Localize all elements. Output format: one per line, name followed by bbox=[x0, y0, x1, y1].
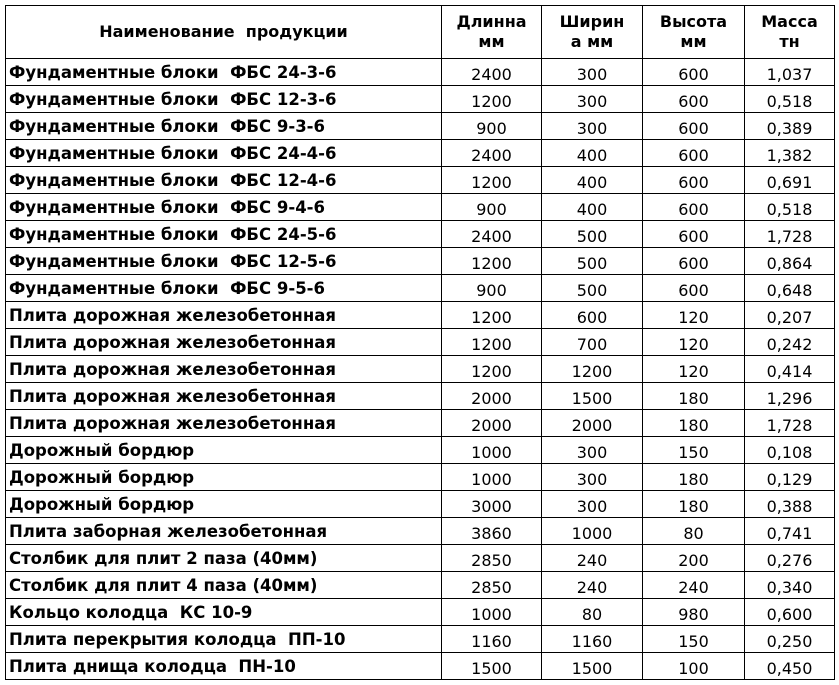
cell-mass: 0,388 bbox=[745, 491, 835, 518]
cell-length: 900 bbox=[442, 194, 542, 221]
cell-mass: 0,108 bbox=[745, 437, 835, 464]
cell-length: 1200 bbox=[442, 356, 542, 383]
cell-width: 1500 bbox=[542, 383, 643, 410]
cell-mass: 1,728 bbox=[745, 221, 835, 248]
cell-length: 1200 bbox=[442, 248, 542, 275]
table-row bbox=[6, 464, 835, 491]
cell-name: Фундаментные блоки ФБС 24-4-6 bbox=[6, 140, 442, 167]
cell-height: 120 bbox=[643, 302, 745, 329]
cell-mass: 0,450 bbox=[745, 653, 835, 680]
cell-mass: 1,037 bbox=[745, 59, 835, 86]
cell-width: 2000 bbox=[542, 410, 643, 437]
cell-height: 180 bbox=[643, 410, 745, 437]
table-row bbox=[6, 194, 835, 221]
cell-mass: 0,250 bbox=[745, 626, 835, 653]
cell-length: 2850 bbox=[442, 545, 542, 572]
cell-mass: 0,518 bbox=[745, 194, 835, 221]
cell-height: 80 bbox=[643, 518, 745, 545]
cell-width: 240 bbox=[542, 572, 643, 599]
table-row bbox=[6, 221, 835, 248]
table-row bbox=[6, 437, 835, 464]
table-row bbox=[6, 653, 835, 680]
cell-height: 120 bbox=[643, 329, 745, 356]
cell-name: Плита дорожная железобетонная bbox=[6, 302, 442, 329]
table-row bbox=[6, 167, 835, 194]
cell-width: 500 bbox=[542, 221, 643, 248]
cell-width: 400 bbox=[542, 140, 643, 167]
products-table bbox=[5, 5, 835, 680]
cell-height: 180 bbox=[643, 491, 745, 518]
cell-width: 1500 bbox=[542, 653, 643, 680]
cell-width: 1200 bbox=[542, 356, 643, 383]
cell-mass: 0,864 bbox=[745, 248, 835, 275]
cell-width: 500 bbox=[542, 248, 643, 275]
table-row bbox=[6, 59, 835, 86]
cell-height: 180 bbox=[643, 464, 745, 491]
table-row bbox=[6, 356, 835, 383]
cell-width: 240 bbox=[542, 545, 643, 572]
cell-length: 3000 bbox=[442, 491, 542, 518]
cell-height: 600 bbox=[643, 248, 745, 275]
header-length: Длинна мм bbox=[442, 6, 542, 59]
cell-mass: 0,648 bbox=[745, 275, 835, 302]
cell-name: Фундаментные блоки ФБС 9-4-6 bbox=[6, 194, 442, 221]
table-row bbox=[6, 599, 835, 626]
table-row bbox=[6, 140, 835, 167]
table-row bbox=[6, 248, 835, 275]
cell-height: 180 bbox=[643, 383, 745, 410]
cell-name: Фундаментные блоки ФБС 12-4-6 bbox=[6, 167, 442, 194]
cell-name: Плита дорожная железобетонная bbox=[6, 329, 442, 356]
cell-width: 80 bbox=[542, 599, 643, 626]
cell-name: Фундаментные блоки ФБС 24-3-6 bbox=[6, 59, 442, 86]
cell-name: Фундаментные блоки ФБС 24-5-6 bbox=[6, 221, 442, 248]
cell-width: 400 bbox=[542, 194, 643, 221]
cell-width: 500 bbox=[542, 275, 643, 302]
table-row bbox=[6, 518, 835, 545]
cell-mass: 1,382 bbox=[745, 140, 835, 167]
cell-name: Дорожный бордюр bbox=[6, 491, 442, 518]
table-row bbox=[6, 329, 835, 356]
cell-mass: 1,728 bbox=[745, 410, 835, 437]
cell-width: 300 bbox=[542, 491, 643, 518]
table-row bbox=[6, 572, 835, 599]
cell-mass: 0,207 bbox=[745, 302, 835, 329]
cell-length: 2400 bbox=[442, 140, 542, 167]
cell-length: 3860 bbox=[442, 518, 542, 545]
header-width: Ширин а мм bbox=[542, 6, 643, 59]
cell-width: 1160 bbox=[542, 626, 643, 653]
cell-name: Столбик для плит 2 паза (40мм) bbox=[6, 545, 442, 572]
cell-name: Плита перекрытия колодца ПП-10 bbox=[6, 626, 442, 653]
cell-mass: 0,340 bbox=[745, 572, 835, 599]
cell-height: 100 bbox=[643, 653, 745, 680]
table-row bbox=[6, 275, 835, 302]
cell-name: Фундаментные блоки ФБС 9-3-6 bbox=[6, 113, 442, 140]
cell-mass: 0,414 bbox=[745, 356, 835, 383]
cell-length: 1200 bbox=[442, 302, 542, 329]
cell-mass: 0,129 bbox=[745, 464, 835, 491]
table-row bbox=[6, 545, 835, 572]
cell-mass: 0,389 bbox=[745, 113, 835, 140]
cell-height: 150 bbox=[643, 437, 745, 464]
cell-length: 1500 bbox=[442, 653, 542, 680]
cell-height: 600 bbox=[643, 275, 745, 302]
cell-length: 900 bbox=[442, 275, 542, 302]
cell-width: 300 bbox=[542, 464, 643, 491]
cell-width: 300 bbox=[542, 86, 643, 113]
header-row bbox=[6, 6, 835, 59]
cell-length: 1000 bbox=[442, 599, 542, 626]
cell-height: 200 bbox=[643, 545, 745, 572]
table-row bbox=[6, 410, 835, 437]
cell-name: Фундаментные блоки ФБС 12-5-6 bbox=[6, 248, 442, 275]
cell-mass: 0,242 bbox=[745, 329, 835, 356]
cell-width: 300 bbox=[542, 59, 643, 86]
cell-length: 900 bbox=[442, 113, 542, 140]
cell-length: 1160 bbox=[442, 626, 542, 653]
cell-name: Плита дорожная железобетонная bbox=[6, 410, 442, 437]
cell-name: Фундаментные блоки ФБС 9-5-6 bbox=[6, 275, 442, 302]
cell-height: 600 bbox=[643, 194, 745, 221]
cell-length: 2400 bbox=[442, 221, 542, 248]
table-row bbox=[6, 302, 835, 329]
cell-length: 1200 bbox=[442, 329, 542, 356]
cell-name: Плита дорожная железобетонная bbox=[6, 356, 442, 383]
cell-mass: 0,741 bbox=[745, 518, 835, 545]
cell-length: 2850 bbox=[442, 572, 542, 599]
cell-name: Дорожный бордюр bbox=[6, 464, 442, 491]
cell-height: 150 bbox=[643, 626, 745, 653]
table-row bbox=[6, 86, 835, 113]
header-height: Высота мм bbox=[643, 6, 745, 59]
cell-length: 1200 bbox=[442, 167, 542, 194]
cell-name: Плита дорожная железобетонная bbox=[6, 383, 442, 410]
cell-mass: 0,276 bbox=[745, 545, 835, 572]
cell-mass: 0,691 bbox=[745, 167, 835, 194]
table-row bbox=[6, 491, 835, 518]
cell-name: Дорожный бордюр bbox=[6, 437, 442, 464]
cell-width: 1000 bbox=[542, 518, 643, 545]
cell-mass: 1,296 bbox=[745, 383, 835, 410]
cell-height: 600 bbox=[643, 140, 745, 167]
table-row bbox=[6, 383, 835, 410]
cell-width: 600 bbox=[542, 302, 643, 329]
cell-height: 600 bbox=[643, 113, 745, 140]
table-row bbox=[6, 113, 835, 140]
cell-length: 2400 bbox=[442, 59, 542, 86]
cell-height: 600 bbox=[643, 167, 745, 194]
cell-name: Плита заборная железобетонная bbox=[6, 518, 442, 545]
cell-width: 700 bbox=[542, 329, 643, 356]
cell-height: 600 bbox=[643, 59, 745, 86]
cell-length: 2000 bbox=[442, 383, 542, 410]
cell-length: 1000 bbox=[442, 464, 542, 491]
header-mass: Масса тн bbox=[745, 6, 835, 59]
cell-name: Фундаментные блоки ФБС 12-3-6 bbox=[6, 86, 442, 113]
table-body bbox=[6, 59, 835, 680]
cell-length: 1000 bbox=[442, 437, 542, 464]
cell-height: 600 bbox=[643, 86, 745, 113]
cell-width: 400 bbox=[542, 167, 643, 194]
cell-mass: 0,518 bbox=[745, 86, 835, 113]
cell-mass: 0,600 bbox=[745, 599, 835, 626]
cell-width: 300 bbox=[542, 113, 643, 140]
cell-length: 2000 bbox=[442, 410, 542, 437]
cell-height: 980 bbox=[643, 599, 745, 626]
cell-height: 240 bbox=[643, 572, 745, 599]
cell-width: 300 bbox=[542, 437, 643, 464]
cell-name: Столбик для плит 4 паза (40мм) bbox=[6, 572, 442, 599]
table-row bbox=[6, 626, 835, 653]
header-name: Наименование продукции bbox=[6, 6, 442, 59]
cell-name: Плита днища колодца ПН-10 bbox=[6, 653, 442, 680]
cell-height: 600 bbox=[643, 221, 745, 248]
cell-name: Кольцо колодца КС 10-9 bbox=[6, 599, 442, 626]
cell-height: 120 bbox=[643, 356, 745, 383]
cell-length: 1200 bbox=[442, 86, 542, 113]
